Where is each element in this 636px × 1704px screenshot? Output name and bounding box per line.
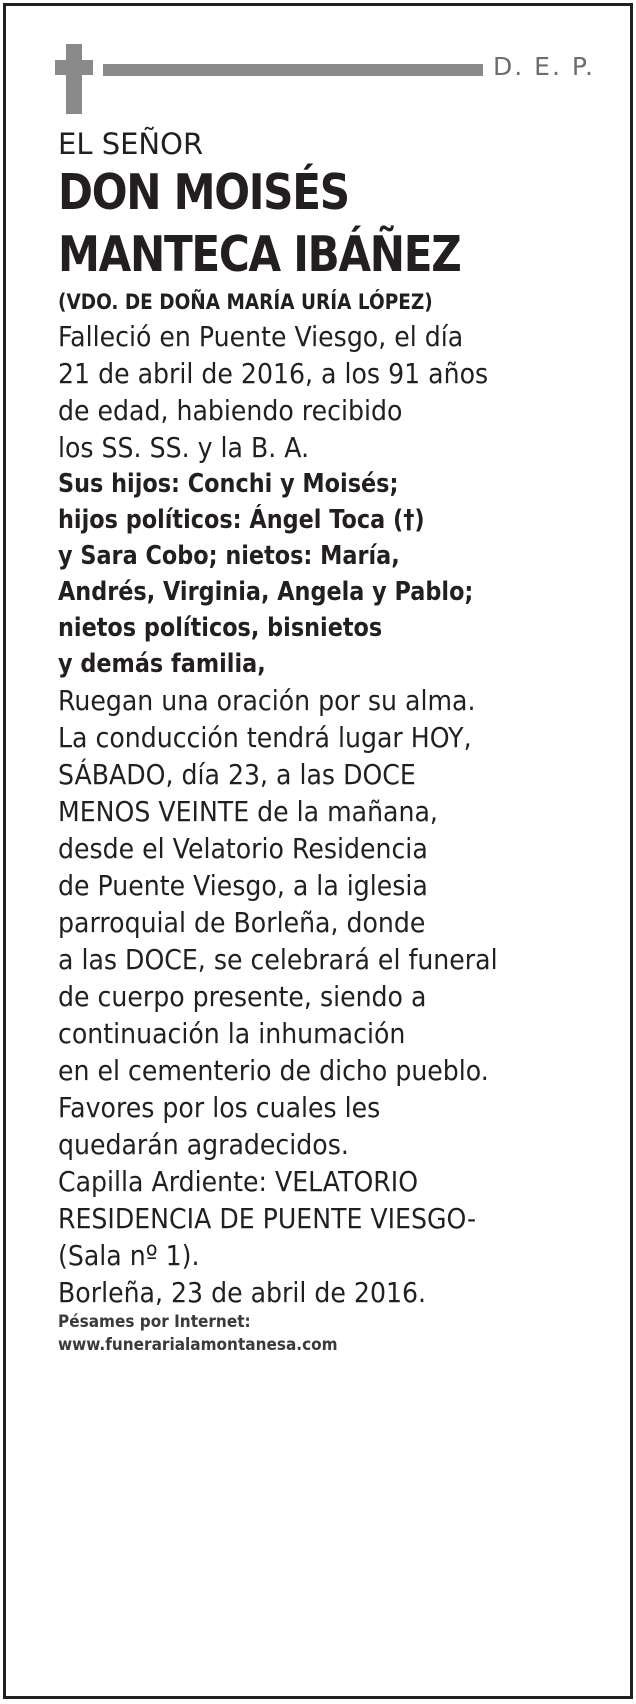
ceremony-details: Ruegan una oración por su alma. La conducción tendrá lugar HOY, SÁBADO, día 23, a las DOCE MENOS VEINTE de la mañana, desde el Velatorio Residencia de Puente Viesgo, a la iglesia parroquial de Borleña, donde a las DOCE, se celebrará el funeral de cuerpo presente, siendo a continuación la inhumación en el cementerio de dicho pueblo. Favores por los cuales les quedarán agradecidos. Capilla Ardiente: VELATORIO RESIDENCIA DE PUENTE VIESGO- (Sala nº 1). [58, 684, 498, 1272]
death-announcement: Falleció en Puente Viesgo, el día 21 de abril de 2016, a los 91 años de edad, habiendo recibido los SS. SS. y la B. A. [58, 320, 489, 464]
deceased-name-line-2: MANTECA IBÁÑEZ [58, 226, 461, 283]
header-rule [103, 64, 483, 76]
obituary-frame [3, 3, 633, 1699]
cross-horizontal-bar [55, 60, 93, 75]
dep-label: D. E. P. [493, 52, 595, 81]
family-list: Sus hijos: Conchi y Moisés; hijos políticos: Ángel Toca (†) y Sara Cobo; nietos: María, Andrés, Virginia, Angela y Pablo; nietos políticos, bisnietos y demás familia, [58, 469, 474, 679]
honorific: EL SEÑOR [58, 127, 204, 161]
place-and-date: Borleña, 23 de abril de 2016. [58, 1276, 427, 1309]
cross-vertical-bar [66, 44, 82, 114]
condolences-info: Pésames por Internet: www.funerarialamontanesa.com [58, 1312, 338, 1355]
widow-note: (VDO. DE DOÑA MARÍA URÍA LÓPEZ) [58, 290, 433, 314]
deceased-name-line-1: DON MOISÉS [58, 164, 349, 221]
obituary-content [58, 126, 618, 1357]
